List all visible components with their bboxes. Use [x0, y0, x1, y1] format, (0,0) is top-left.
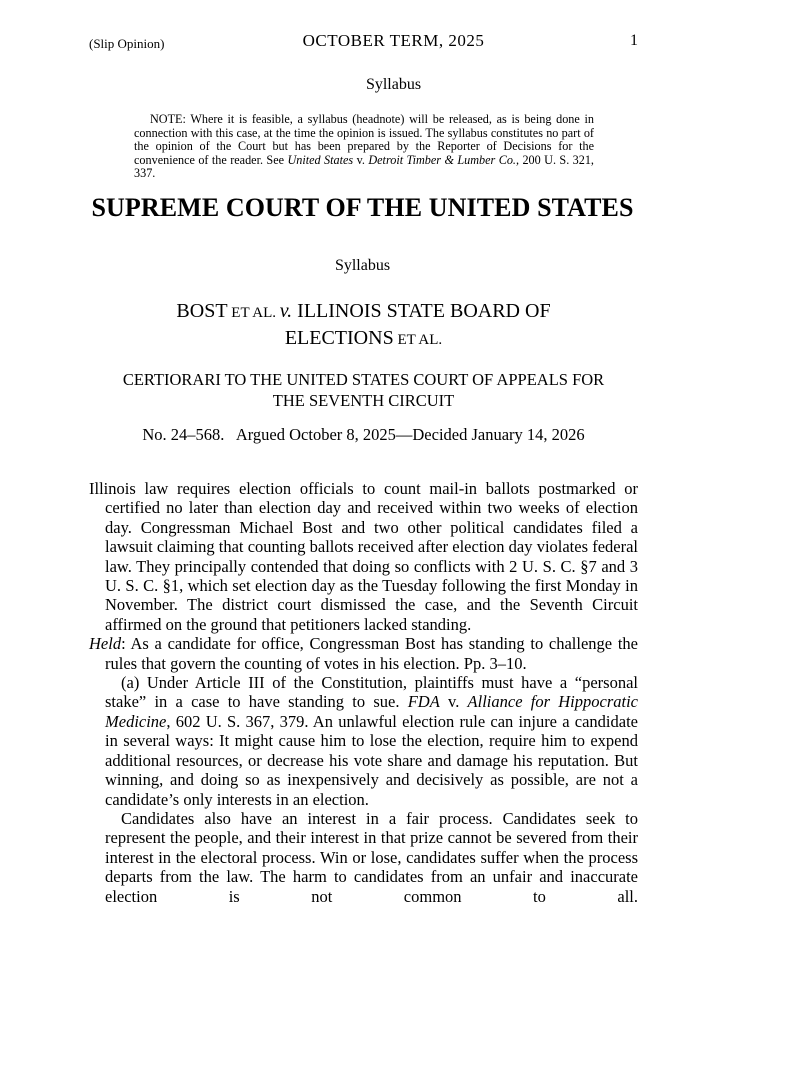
case-caption-line-1: [0, 299, 727, 326]
syllabus-body: [89, 479, 638, 906]
certiorari-line-2: THE SEVENTH CIRCUIT: [272, 391, 455, 410]
standing-text-a: (a) Under Article III of the Constitution, plaintiffs must have a “personal stake” in a case to have standing to sue.: [105, 673, 638, 712]
citation-case-a: FDA: [407, 692, 440, 712]
term-header: OCTOBER TERM, 2025: [302, 31, 485, 50]
note-v: v.: [353, 152, 369, 167]
note-text: NOTE: Where it is feasible, a syllabus (headnote) will be released, as is being done in connection with this case, at the time the opinion is issued. The syllabus constitutes no part of the opinion of the Court but has been prepared by the Reporter of Decisions for the convenience of the reader. See: [134, 112, 594, 167]
held-label: Held: [89, 634, 122, 654]
note-paragraph: [134, 113, 594, 181]
et-al-2: ET AL.: [393, 332, 443, 348]
case-caption-line-2: [0, 326, 727, 353]
syllabus-heading: Syllabus: [334, 257, 391, 274]
court-name: SUPREME COURT OF THE UNITED STATES: [91, 193, 634, 222]
slip-opinion-label: (Slip Opinion): [89, 36, 165, 51]
standing-text-b: , 602 U. S. 367, 379. An unlawful election rule can injure a candidate in several ways: It might cause him to lose the election, require him to expend additional resources, or decrease his vote share and damage his reputation. But winning, and doing so as inexpensively and decisively as possible, are not a candidate’s only interests in an election.: [105, 711, 638, 809]
certiorari-line-1: CERTIORARI TO THE UNITED STATES COURT OF APPEALS FOR: [122, 370, 605, 389]
held-paragraph: [89, 634, 638, 673]
docket-line: No. 24–568. Argued October 8, 2025—Decided January 14, 2026: [142, 425, 585, 444]
party-b: ILLINOIS STATE BOARD OF: [292, 300, 551, 322]
note-cite: 200 U. S. 321, 337.: [134, 152, 594, 181]
note-case-a: United States: [287, 152, 354, 167]
syllabus-heading-top: Syllabus: [365, 76, 422, 93]
party-b-cont: ELECTIONS: [284, 327, 394, 349]
versus: v.: [279, 300, 293, 322]
page-number: 1: [630, 32, 638, 49]
standing-paragraph: [89, 673, 638, 809]
citation-case-b: Alliance for Hippocratic Medicine: [105, 692, 638, 731]
held-text: : As a candidate for office, Congressman Bost has standing to challenge the rules that govern the counting of votes in his election. Pp. 3–10.: [105, 634, 638, 673]
et-al-1: ET AL.: [227, 305, 280, 321]
certiorari-line: [0, 369, 727, 411]
facts-paragraph: Illinois law requires election officials to count mail-in ballots postmarked or certified no later than election day and received within two weeks of election day. Congressman Michael Bost and two other political candidates filed a lawsuit claiming that counting ballots received after election day violates federal law. They principally contended that doing so conflicts with 2 U. S. C. §7 and 3 U. S. C. §1, which set election day as the Tuesday following the first Monday in November. The district court dismissed the case, and the Seventh Circuit affirmed on the ground that petitioners lacked standing.: [89, 479, 638, 634]
citation-v: v.: [439, 692, 468, 712]
party-a: BOST: [176, 300, 228, 322]
fair-process-paragraph: Candidates also have an interest in a fair process. Candidates seek to represent the people, and their interest in that prize cannot be severed from their interest in the electoral process. Win or lose, candidates suffer when the process departs from the law. The harm to candidates from an unfair and inaccurate election is not common to all.: [105, 808, 638, 906]
case-caption: [0, 299, 727, 353]
headnote-note: [134, 113, 594, 181]
note-case-b: Detroit Timber & Lumber Co.,: [368, 152, 520, 167]
